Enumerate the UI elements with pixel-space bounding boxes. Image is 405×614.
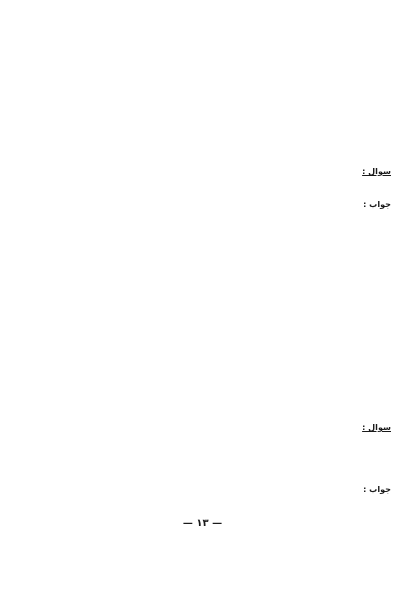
text-line <box>14 343 391 358</box>
text-line <box>14 145 391 160</box>
page-number: — ۱۳ — <box>182 518 223 529</box>
text-line <box>14 401 391 416</box>
question-2 <box>14 420 391 478</box>
text-line <box>14 464 391 479</box>
answer-label: جواب : <box>363 199 391 210</box>
text-line <box>14 29 391 44</box>
text-line <box>14 72 391 87</box>
text-line <box>14 131 391 146</box>
answer-label: جواب : <box>363 484 391 495</box>
text-line <box>14 212 391 227</box>
text-line <box>14 585 391 600</box>
document-page <box>14 14 391 514</box>
text-line <box>14 358 391 373</box>
text-line <box>14 541 391 556</box>
text-line <box>14 102 391 117</box>
text-line <box>14 164 391 179</box>
text-line <box>14 116 391 131</box>
text-line <box>14 599 391 614</box>
text-line <box>14 435 391 450</box>
text-line <box>14 241 391 256</box>
text-line <box>14 387 391 402</box>
text-line <box>14 270 391 285</box>
text-line <box>14 197 391 212</box>
text-line <box>14 570 391 585</box>
text-line <box>14 87 391 102</box>
text-line <box>14 328 391 343</box>
text-line <box>14 256 391 271</box>
text-line <box>14 58 391 73</box>
text-line <box>14 482 391 497</box>
question-label: سوال : <box>362 165 391 176</box>
text-line <box>14 372 391 387</box>
text-line <box>14 420 391 435</box>
answer-1 <box>14 197 391 416</box>
text-line <box>14 497 391 512</box>
text-line <box>14 43 391 58</box>
text-line <box>14 555 391 570</box>
text-line <box>14 179 391 194</box>
text-line <box>14 285 391 300</box>
text-line <box>14 299 391 314</box>
text-line <box>14 314 391 329</box>
text-line <box>14 14 391 29</box>
question-label: سوال : <box>362 422 391 433</box>
text-line <box>14 226 391 241</box>
text-line <box>14 449 391 464</box>
answer-2 <box>14 482 391 613</box>
question-1 <box>14 164 391 193</box>
intro-paragraph <box>14 14 391 160</box>
